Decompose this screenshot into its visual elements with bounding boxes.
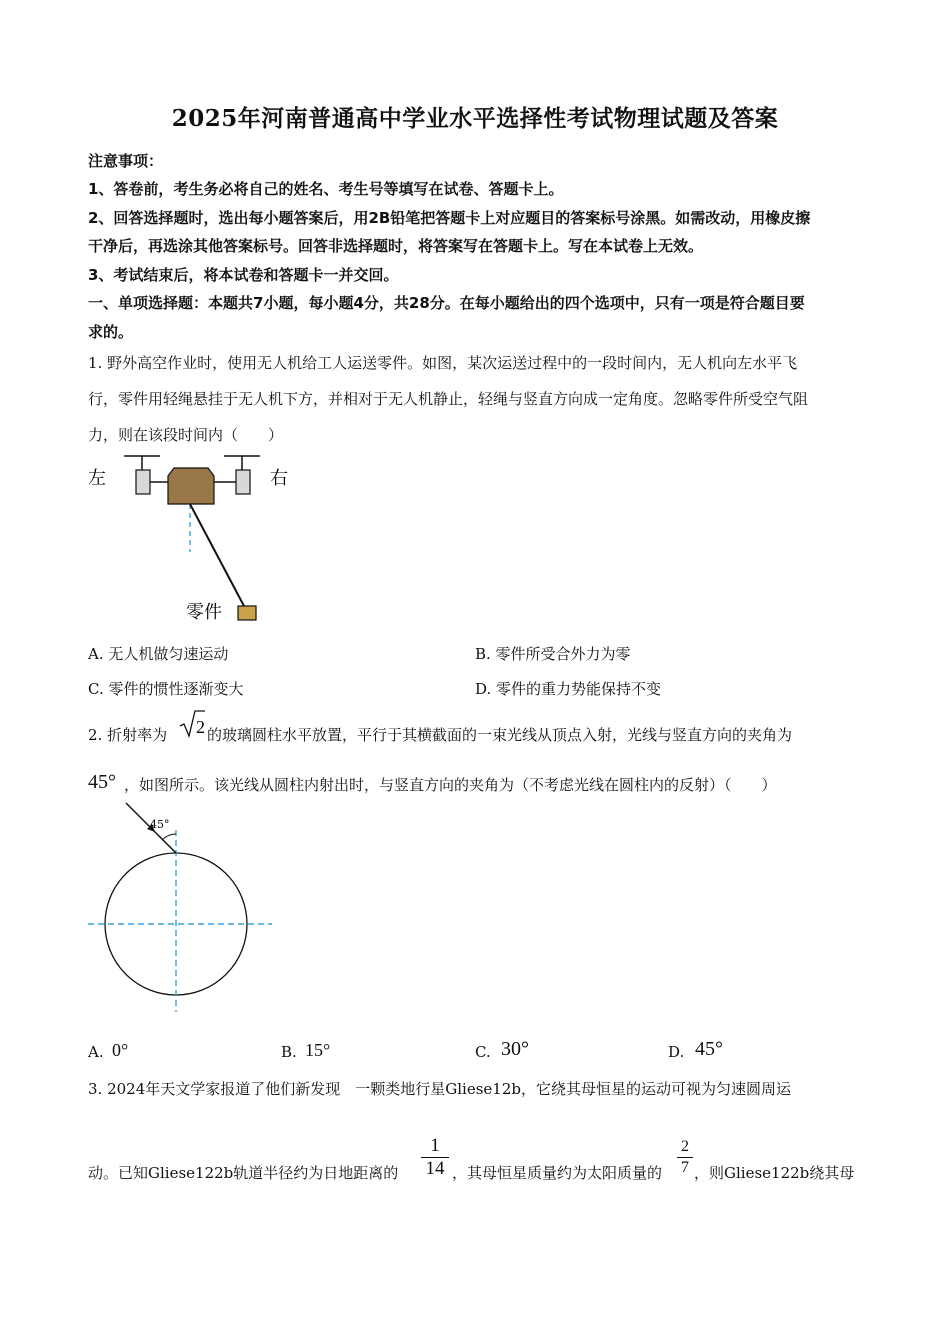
q2-option-a-value: 0° [112,1040,129,1060]
q3-line1: 3. 2024年天文学家报道了他们新发现 一颗类地行星Gliese12b，它绕其母恒星的运动可视为匀速圆周运 [88,1080,791,1098]
drone-figure [80,448,300,628]
q1-option-b: B. 零件所受合外力为零 [475,645,631,663]
notice-item-1: 1、答卷前，考生务必将自己的姓名、考生号等填写在试卷、答题卡上。 [88,180,564,198]
q2-option-c-label: C. [475,1043,491,1061]
q2-option-d-value: 45° [695,1038,723,1060]
drone-right-rotor [214,456,260,494]
notice-item-3: 3、考试结束后，将本试卷和答题卡一并交回。 [88,266,399,284]
figure-label-right: 右 [270,468,288,489]
q2-option-b-label: B. [281,1043,297,1061]
q2-angle: 45° [88,771,116,793]
part-block [238,606,256,620]
figure-label-part: 零件 [186,602,222,623]
fraction-1-denominator: 14 [425,1158,445,1179]
q1-option-d: D. 零件的重力势能保持不变 [475,680,662,698]
q1-line1: 1. 野外高空作业时，使用无人机给工人运送零件。如图，某次运送过程中的一段时间内，无人机向左水平飞 [88,354,798,372]
q2-option-d-label: D. [668,1043,685,1061]
q2-line2: ，如图所示。该光线从圆柱内射出时，与竖直方向的夹角为（不考虑光线在圆柱内的反射）（ ） [124,776,777,794]
notice-heading: 注意事项： [88,152,164,170]
q2-option-a-label: A. [88,1043,104,1061]
angle-arc [162,834,176,840]
q3-line2-part-b: ，其母恒星质量约为太阳质量的 [452,1164,663,1182]
sqrt-symbol [178,708,206,740]
notice-item-2-line2: 干净后，再选涂其他答案标号。回答非选择题时，将答案写在答题卡上。写在本试卷上无效。 [88,237,704,255]
q1-option-a: A. 无人机做匀速运动 [88,645,229,663]
q1-line2: 行，零件用轻绳悬挂于无人机下方，并相对于无人机静止，轻绳与竖直方向成一定角度。忽略零件所受空气阻 [88,390,809,408]
q2-line1-suffix: 的玻璃圆柱水平放置，平行于其横截面的一束光线从顶点入射，光线与竖直方向的夹角为 [207,726,793,744]
figure-label-left: 左 [88,468,106,489]
q1-line3: 力，则在该段时间内（ ） [88,426,284,444]
section-heading-line2: 求的。 [88,323,134,341]
notice-item-2-line1: 2、回答选择题时，选出每小题答案后，用2B铅笔把答题卡上对应题目的答案标号涂黑。如需改动，用橡皮擦 [88,209,811,227]
q2-option-b-value: 15° [305,1040,331,1060]
q2-option-c-value: 30° [501,1038,529,1060]
fraction-1-numerator: 1 [430,1135,440,1156]
q1-option-c: C. 零件的惯性逐渐变大 [88,680,244,698]
page-title: 2025年河南普通高中学业水平选择性考试物理试题及答案 [171,105,779,132]
q3-line2-part-c: ，则Gliese122b绕其母 [694,1164,855,1182]
fraction-two-sevenths [677,1138,693,1177]
section-heading-line1: 一、单项选择题：本题共7小题，每小题4分，共28分。在每小题给出的四个选项中，只有一项是符合题目要 [88,294,805,312]
fraction-2-denominator: 7 [681,1159,689,1176]
fraction-one-fourteenth [421,1136,449,1179]
q3-line2-part-a: 动。已知Gliese122b轨道半径约为日地距离的 [88,1164,399,1182]
drone-left-rotor [124,456,168,494]
figure-angle-label: 45° [150,818,170,831]
cylinder-figure [84,800,284,1015]
q2-prefix: 2. 折射率为 [88,726,168,744]
drone-body [168,468,214,504]
fraction-2-numerator: 2 [681,1138,689,1155]
rope [190,504,244,606]
sqrt-argument: 2 [196,717,205,737]
